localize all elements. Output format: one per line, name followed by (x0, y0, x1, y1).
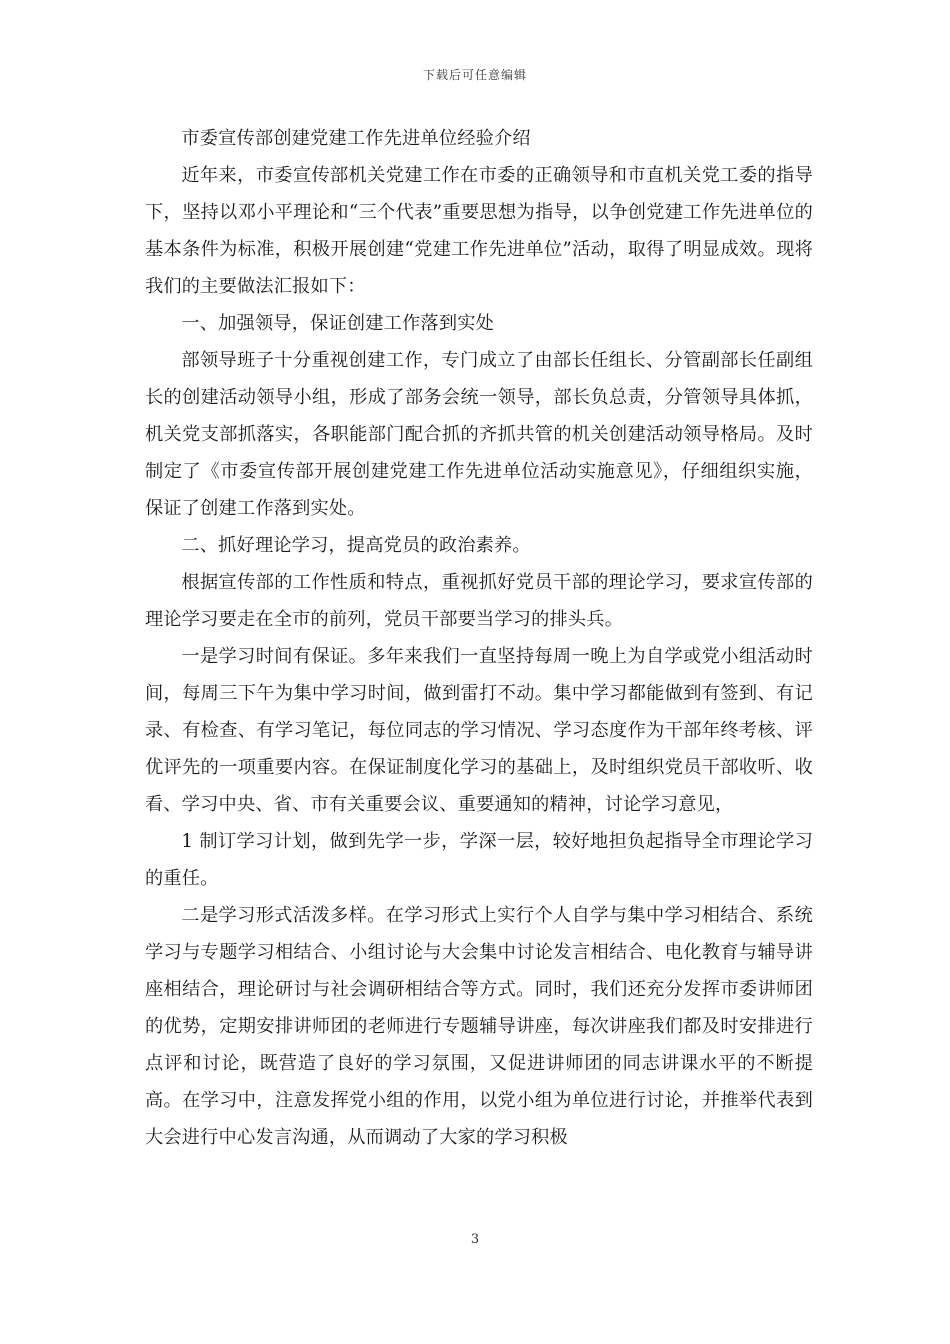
paragraph-intro: 近年来，市委宣传部机关党建工作在市委的正确领导和市直机关党工委的指导下，坚持以邓小平理论和“三个代表”重要思想为指导，以争创党建工作先进单位的基本条件为标准，积极开展创建“党建工作先进单位”活动，取得了明显成效。现将我们的主要做法汇报如下： (145, 165, 813, 297)
paragraph-study-forms: 二是学习形式活泼多样。在学习形式上实行个人自学与集中学习相结合、系统学习与专题学习相结合、小组讨论与大会集中讨论发言相结合、电化教育与辅导讲座相结合，理论研讨与社会调研相结合等方式。同时，我们还充分发挥市委讲师团的优势，定期安排讲师团的老师进行专题辅导讲座，每次讲座我们都及时安排进行点评和讨论，既营造了良好的学习氛围，又促进讲师团的同志讲课水平的不断提高。在学习中，注意发挥党小组的作用，以党小组为单位进行讨论，并推举代表到大会进行中心发言沟通，从而调动了大家的学习积极 (145, 905, 813, 1148)
paragraph-study-plan: 1 制订学习计划，做到先学一步，学深一层，较好地担负起指导全市理论学习的重任。 (145, 831, 813, 889)
paragraph-theory-study: 根据宣传部的工作性质和特点，重视抓好党员干部的理论学习，要求宣传部的理论学习要走在全市的前列，党员干部要当学习的排头兵。 (145, 572, 813, 630)
section-heading-2: 二、抓好理论学习，提高党员的政治素养。 (181, 535, 531, 556)
document-title: 市委宣传部创建党建工作先进单位经验介绍 (181, 128, 531, 149)
paragraph-leadership: 部领导班子十分重视创建工作，专门成立了由部长任组长、分管副部长任副组长的创建活动领导小组，形成了部务会统一领导，部长负总责，分管领导具体抓，机关党支部抓落实，各职能部门配合抓的齐抓共管的机关创建活动领导格局。及时制定了《市委宣传部开展创建党建工作先进单位活动实施意见》，仔细组织实施，保证了创建工作落到实处。 (145, 350, 813, 519)
document-body (145, 120, 813, 1156)
page-header: 下载后可任意编辑 (422, 68, 527, 82)
paragraph-study-time: 一是学习时间有保证。多年来我们一直坚持每周一晚上为自学或党小组活动时间，每周三下午为集中学习时间，做到雷打不动。集中学习都能做到有签到、有记录、有检查、有学习笔记，每位同志的学习情况、学习态度作为干部年终考核、评优评先的一项重要内容。在保证制度化学习的基础上，及时组织党员干部收听、收看、学习中央、省、市有关重要会议、重要通知的精神，讨论学习意见， (145, 646, 813, 815)
section-heading-1: 一、加强领导，保证创建工作落到实处 (181, 313, 494, 334)
page-number: 3 (470, 1232, 480, 1247)
